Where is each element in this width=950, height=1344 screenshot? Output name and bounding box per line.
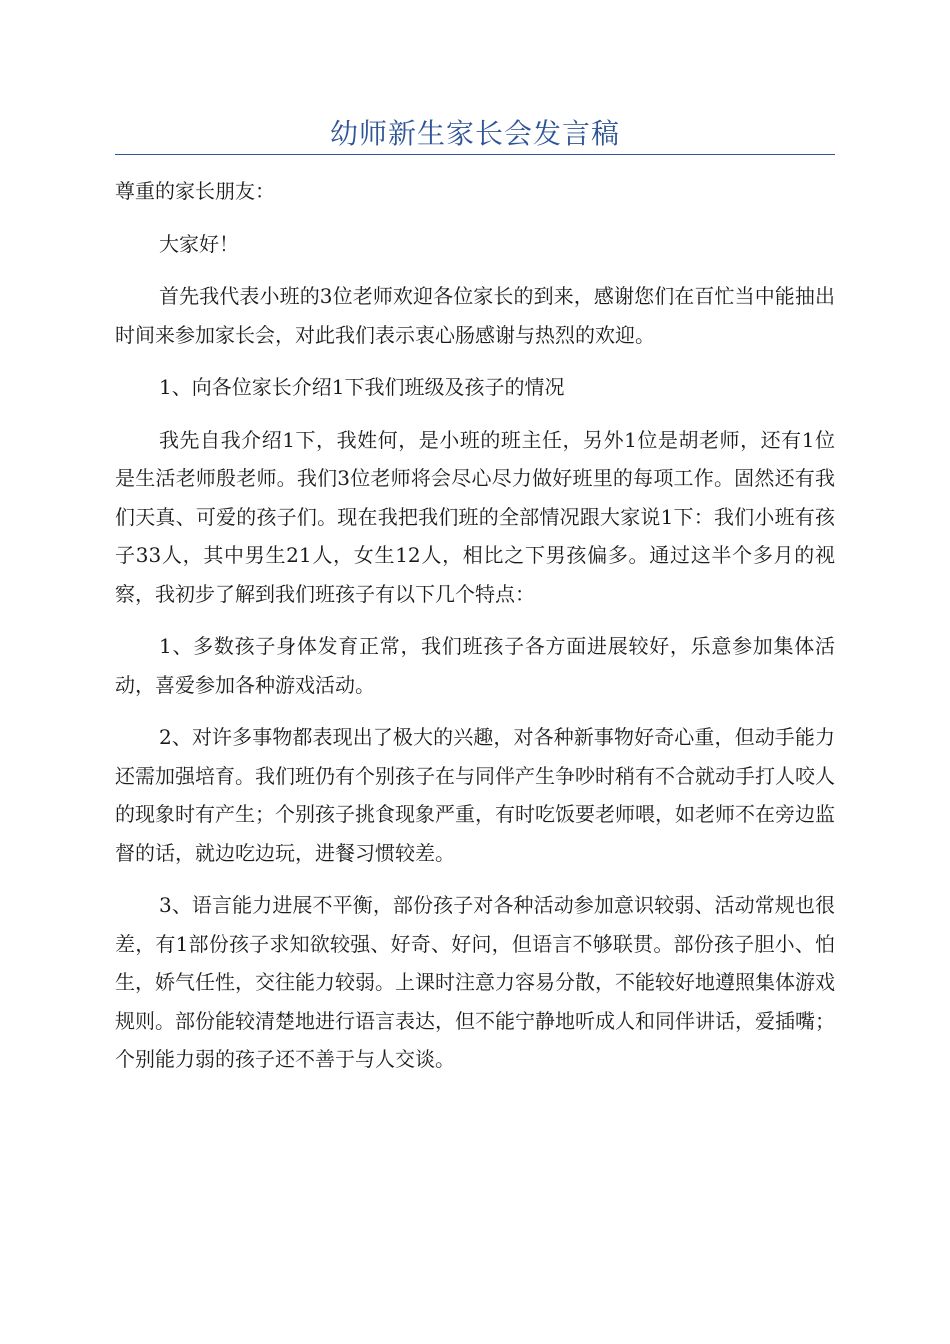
paragraph-introduction: 我先自我介绍1下，我姓何，是小班的班主任，另外1位是胡老师，还有1位是生活老师殷老师。我们3位老师将会尽心尽力做好班里的每项工作。固然还有我们天真、可爱的孩子们。现在我把我们班的全部情况跟大家说1下：我们小班有孩子33人，其中男生21人，女生12人，相比之下男孩偏多。通过这半个多月的视察，我初步了解到我们班孩子有以下几个特点： (115, 427, 835, 606)
paragraph-welcome: 首先我代表小班的3位老师欢迎各位家长的到来，感谢您们在百忙当中能抽出时间来参加家长会，对此我们表示衷心肠感谢与热烈的欢迎。 (115, 284, 835, 347)
list-item-2: 2、对许多事物都表现出了极大的兴趣，对各种新事物好奇心重，但动手能力还需加强培育。我们班仍有个别孩子在与同伴产生争吵时稍有不合就动手打人咬人的现象时有产生；个别孩子挑食现象严重，有时吃饭要老师喂，如老师不在旁边监督的话，就边吃边玩，进餐习惯较差。 (115, 725, 835, 865)
document-title: 幼师新生家长会发言稿 (329, 117, 620, 150)
title-divider (115, 154, 835, 155)
list-item-3: 3、语言能力进展不平衡，部份孩子对各种活动参加意识较弱、活动常规也很差，有1部份孩子求知欲较强、好奇、好问，但语言不够联贯。部份孩子胆小、怕生，娇气任性，交往能力较弱。上课时注意力容易分散，不能较好地遵照集体游戏规则。部份能较清楚地进行语言表达，但不能宁静地听成人和同伴讲话，爱插嘴；个别能力弱的孩子还不善于与人交谈。 (115, 893, 835, 1071)
greeting: 大家好！ (159, 231, 239, 256)
section-heading-1: 1、向各位家长介绍1下我们班级及孩子的情况 (159, 375, 565, 399)
document-body (115, 172, 835, 1093)
list-item-1: 1、多数孩子身体发育正常，我们班孩子各方面进展较好，乐意参加集体活动，喜爱参加各种游戏活动。 (115, 634, 835, 697)
salutation: 尊重的家长朋友： (115, 179, 275, 203)
